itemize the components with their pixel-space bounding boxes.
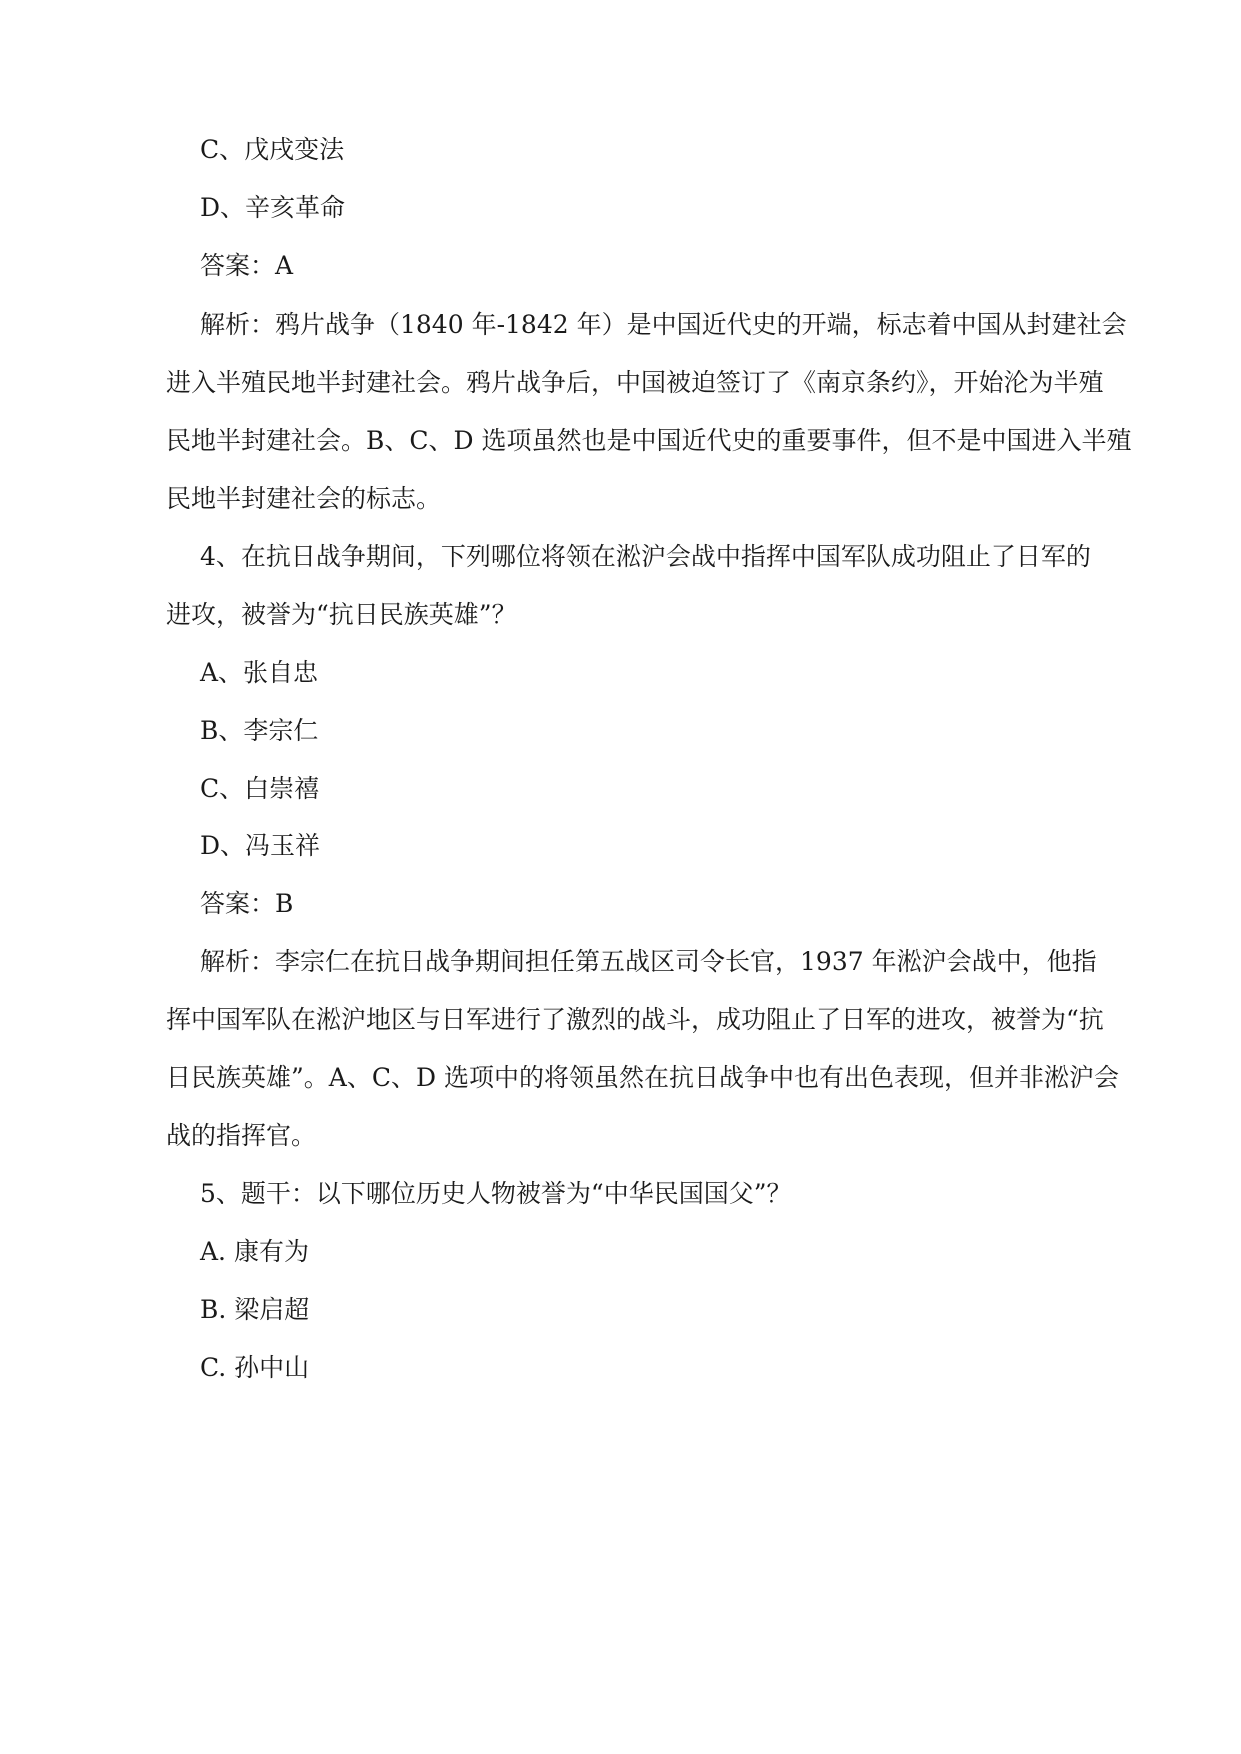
q4-option-c: C、白崇禧 (200, 774, 320, 803)
q3-option-d: D、辛亥革命 (200, 193, 346, 222)
q4-option-b: B、李宗仁 (200, 716, 319, 745)
q4-stem-line-2: 进攻，被誉为“抗日民族英雄”？ (166, 600, 517, 629)
q3-analysis-line-3: 民地半封建社会。B、C、D 选项虽然也是中国近代史的重要事件，但不是中国进入半殖 (166, 426, 1132, 455)
q5-stem: 5、题干：以下哪位历史人物被誉为“中华民国国父”？ (200, 1179, 792, 1208)
q4-option-a: A、张自忠 (200, 658, 319, 687)
q4-analysis-line-2: 挥中国军队在淞沪地区与日军进行了激烈的战斗，成功阻止了日军的进攻，被誉为“抗 (166, 1005, 1104, 1034)
q5-option-c: C. 孙中山 (200, 1353, 310, 1382)
q3-analysis-line-1: 解析：鸦片战争（1840 年-1842 年）是中国近代史的开端，标志着中国从封建社会 (200, 310, 1127, 339)
q4-answer: 答案：B (200, 889, 294, 918)
q4-analysis-line-3: 日民族英雄”。A、C、D 选项中的将领虽然在抗日战争中也有出色表现，但并非淞沪会 (166, 1063, 1119, 1092)
q3-answer: 答案：A (200, 251, 294, 280)
q4-option-d: D、冯玉祥 (200, 831, 321, 860)
q4-analysis-line-1: 解析：李宗仁在抗日战争期间担任第五战区司令长官，1937 年淞沪会战中，他指 (200, 947, 1097, 976)
q3-analysis-line-2: 进入半殖民地半封建社会。鸦片战争后，中国被迫签订了《南京条约》，开始沦为半殖 (166, 368, 1104, 397)
q3-analysis-line-4: 民地半封建社会的标志。 (166, 484, 442, 513)
q4-stem-line-1: 4、在抗日战争期间，下列哪位将领在淞沪会战中指挥中国军队成功阻止了日军的 (200, 542, 1091, 571)
q4-analysis-line-4: 战的指挥官。 (166, 1121, 317, 1150)
q5-option-b: B. 梁启超 (200, 1295, 310, 1324)
q5-option-a: A. 康有为 (200, 1237, 309, 1266)
q3-option-c: C、戊戌变法 (200, 135, 345, 164)
